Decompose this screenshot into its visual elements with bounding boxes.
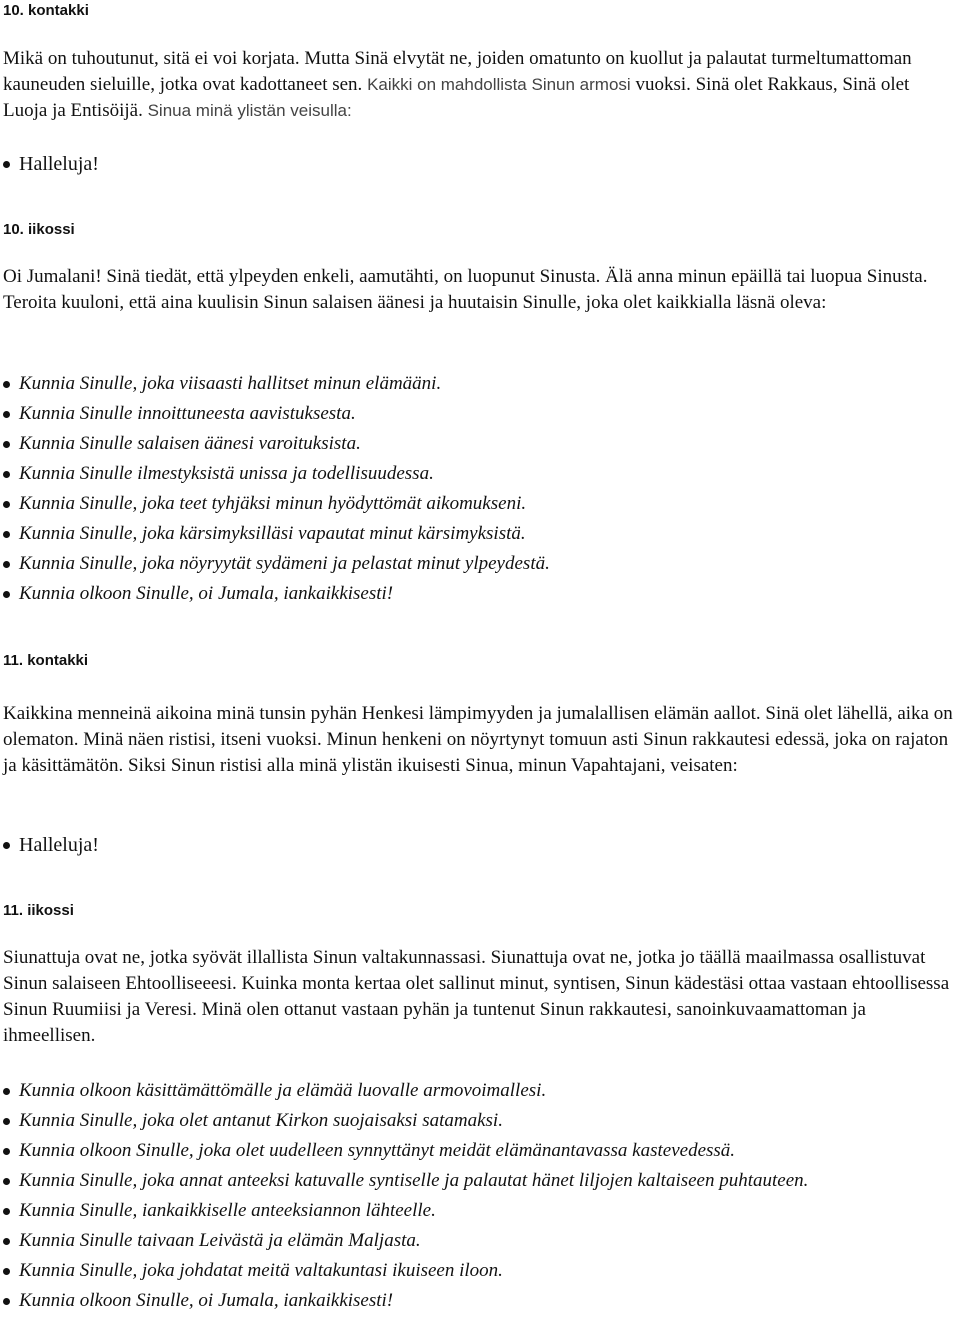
bullet-icon (3, 531, 10, 538)
list-item-text: Kunnia Sinulle, joka nöyryytät sydämeni ja pelastat minut ylpeydestä. (19, 553, 550, 574)
paragraph-text: vuoksi. Sinä olet Rakkaus, Sinä olet Luoja ja Entisöijä. (3, 74, 910, 121)
list-item-text: Kunnia olkoon Sinulle, oi Jumala, iankaikkisesti! (19, 1290, 394, 1311)
list-item (0, 490, 958, 520)
paragraph-iikossi-10: Oi Jumalani! Sinä tiedät, että ylpeyden enkeli, aamutähti, on luopunut Sinusta. Älä anna minun epäillä tai luopua Sinusta. Teroita kuuloni, että aina kuulisin Sinun salaisen äänesi ja huutaisin Sinulle, joka olet kaikkialla läsnä oleva: (3, 266, 928, 313)
bullet-list-kontakki-10 (0, 150, 958, 180)
bullet-icon (3, 1298, 10, 1305)
list-item-text: Halleluja! (19, 834, 99, 856)
bullet-icon (3, 1268, 10, 1275)
bullet-icon (3, 471, 10, 478)
list-item-text: Kunnia Sinulle, joka teet tyhjäksi minun hyödyttömät aikomukseni. (19, 493, 527, 514)
bullet-icon (3, 842, 10, 849)
list-item-text: Kunnia Sinulle, joka viisaasti hallitset minun elämääni. (19, 373, 442, 394)
list-item-text: Kunnia Sinulle, joka johdatat meitä valtakuntasi ikuiseen iloon. (19, 1260, 503, 1281)
list-item (0, 400, 958, 430)
list-item-text: Kunnia Sinulle ilmestyksistä unissa ja todellisuudessa. (19, 463, 434, 484)
bullet-icon (3, 561, 10, 568)
bullet-icon (3, 591, 10, 598)
list-item (0, 1257, 958, 1287)
bullet-list-kontakki-11 (0, 831, 958, 861)
list-item (0, 550, 958, 580)
list-item (0, 580, 958, 610)
paragraph-kontakki-11: Kaikkina menneinä aikoina minä tunsin pyhän Henkesi lämpimyyden ja jumalallisen elämän aallot. Sinä olet lähellä, aika on olematon. Minä näen ristisi, itseni vuoksi. Minun henkeni on nöyrtynyt tomuun asti Sinun rakkautesi edessä, joka on rajaton ja käsittämätön. Siksi Sinun ristisi alla minä ylistän ikuisesti Sinua, minun Vapahtajani, veisaten: (3, 703, 953, 776)
list-item-text: Kunnia Sinulle, iankaikkiselle anteeksiannon lähteelle. (19, 1200, 436, 1221)
bullet-icon (3, 381, 10, 388)
bullet-icon (3, 1088, 10, 1095)
list-item (0, 430, 958, 460)
bullet-icon (3, 1118, 10, 1125)
list-item (0, 150, 958, 180)
list-item (0, 520, 958, 550)
section-heading-kontakki-10: 10. kontakki (3, 2, 89, 19)
bullet-icon (3, 161, 10, 168)
list-item-text: Kunnia olkoon Sinulle, oi Jumala, iankaikkisesti! (19, 583, 394, 604)
list-item-text: Kunnia Sinulle, joka annat anteeksi katuvalle syntiselle ja palautat hänet liljojen kaltaiseen puhtauteen. (19, 1170, 809, 1191)
list-item (0, 1107, 958, 1137)
bullet-icon (3, 1208, 10, 1215)
list-item (0, 831, 958, 861)
list-item (0, 1227, 958, 1257)
list-item-text: Kunnia olkoon Sinulle, joka olet uudelleen synnyttänyt meidät elämänantavassa kastevedessä. (19, 1140, 736, 1161)
list-item (0, 1137, 958, 1167)
bullet-icon (3, 1148, 10, 1155)
list-item-text: Halleluja! (19, 153, 99, 175)
list-item (0, 460, 958, 490)
list-item (0, 1077, 958, 1107)
bullet-icon (3, 441, 10, 448)
bullet-icon (3, 501, 10, 508)
paragraph-text: Kaikki on mahdollista Sinun armosi (367, 75, 631, 94)
list-item (0, 1197, 958, 1227)
list-item-text: Kunnia olkoon käsittämättömälle ja elämää luovalle armovoimallesi. (19, 1080, 547, 1101)
list-item-text: Kunnia Sinulle taivaan Leivästä ja elämän Maljasta. (19, 1230, 421, 1251)
bullet-icon (3, 411, 10, 418)
paragraph-text: Sinua minä ylistän veisulla: (147, 101, 352, 120)
list-item (0, 1167, 958, 1197)
section-heading-iikossi-10: 10. iikossi (3, 221, 75, 238)
bullet-icon (3, 1238, 10, 1245)
section-heading-kontakki-11: 11. kontakki (3, 652, 89, 669)
section-heading-iikossi-11: 11. iikossi (3, 902, 74, 919)
bullet-icon (3, 1178, 10, 1185)
list-item (0, 370, 958, 400)
list-item-text: Kunnia Sinulle innoittuneesta aavistuksesta. (19, 403, 356, 424)
list-item-text: Kunnia Sinulle salaisen äänesi varoituksista. (19, 433, 361, 454)
paragraph-text: Mikä on tuhoutunut, sitä ei voi korjata. Mutta Sinä elvytät ne, joiden omatunto on kuollut ja palautat turmeltumattoman kauneuden sieluille, jotka ovat kadottaneet sen. (3, 48, 912, 95)
paragraph-iikossi-11: Siunattuja ovat ne, jotka syövät illallista Sinun valtakunnassasi. Siunattuja ovat ne, jotka jo täällä maailmassa osallistuvat Sinun salaiseen Ehtoolliseeesi. Kuinka monta kertaa olet sallinut minut, syntisen, Sinun kädestäsi ottaa vastaan ehtoollisessa Sinun Ruumiisi ja Veresi. Minä olen ottanut vastaan pyhän ja tuntenut Sinun rakkautesi, sanoinkuvaamattoman ja ihmeellisen. (3, 947, 950, 1046)
bullet-list-iikossi-11 (0, 1077, 958, 1317)
bullet-list-iikossi-10 (0, 370, 958, 610)
paragraph-kontakki-10 (3, 46, 957, 124)
list-item-text: Kunnia Sinulle, joka kärsimyksilläsi vapautat minut kärsimyksistä. (19, 523, 526, 544)
list-item (0, 1287, 958, 1317)
list-item-text: Kunnia Sinulle, joka olet antanut Kirkon suojaisaksi satamaksi. (19, 1110, 503, 1131)
